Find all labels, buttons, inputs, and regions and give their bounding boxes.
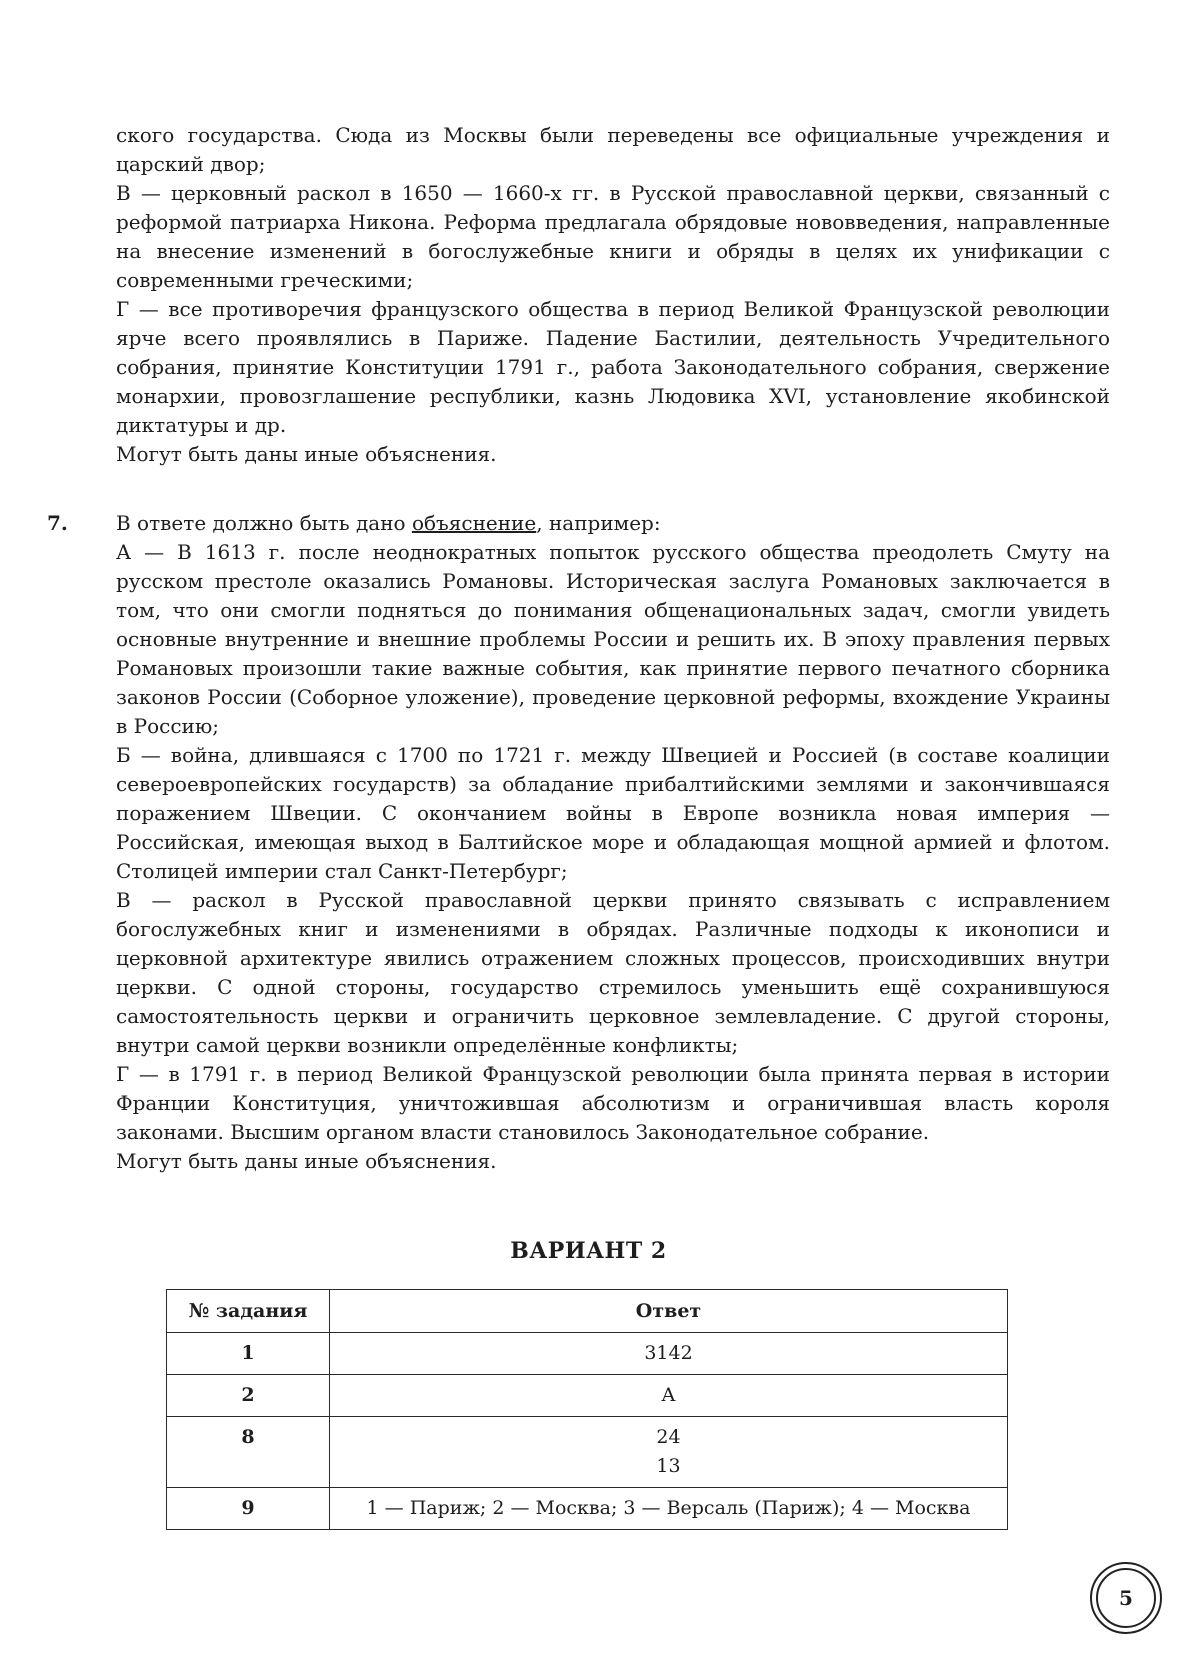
intro-text [116, 121, 1110, 469]
answer-cell: А [330, 1375, 1008, 1417]
question-number: 7. [47, 511, 68, 535]
page-number: 5 [1096, 1568, 1156, 1628]
task-number: 8 [167, 1417, 330, 1488]
answer-cell [330, 1417, 1008, 1488]
intro-paragraph: Г — все противоречия французского общества в период Великой Французской революции ярче всего проявлялись в Париже. Падение Бастилии, деятельность Учредительного собрания, принятие Конституции 1791 г., работа Законодательного собрания, свержение монархии, провозглашение республики, казнь Людовика XVI, установление якобинской диктатуры и др. [116, 297, 1110, 437]
table-header-row [167, 1290, 1008, 1333]
answer-paragraph-a: А — В 1613 г. после неоднократных попыток русского общества преодолеть Смуту на русском престоле оказались Романовы. Историческая заслуга Романовых заключается в том, что они смогли подняться до понимания общенациональных задач, смогли увидеть основные внутренние и внешние проблемы России и решить их. В эпоху правления первых Романовых произошли такие важные события, как принятие первого печатного сборника законов России (Соборное уложение), проведение церковной реформы, вхождение Украины в Россию; [116, 540, 1110, 738]
task-number: 2 [167, 1375, 330, 1417]
question-lead [116, 509, 1110, 538]
table-row [167, 1417, 1008, 1488]
answer-note: Могут быть даны иные объяснения. [116, 1149, 497, 1173]
answers-table [166, 1289, 1008, 1530]
page-number-badge [1090, 1562, 1162, 1634]
answer-line: 24 [656, 1426, 681, 1448]
task-number: 1 [167, 1333, 330, 1375]
answer-paragraph-v: В — раскол в Русской православной церкви принято связывать с исправлением богослужебных книг и изменениями в обрядах. Различные подходы к иконописи и церковной архитектуре явились отражением сложных процессов, происходивших внутри церкви. С одной стороны, государство стремилось уменьшить ещё сохранившуюся самостоятельность церкви и ограничить церковное землевладение. С другой стороны, внутри самой церкви возникли определённые конфликты; [116, 888, 1110, 1057]
answer-cell: 3142 [330, 1333, 1008, 1375]
variant-title: ВАРИАНТ 2 [510, 1238, 667, 1264]
header-task-number: № задания [167, 1290, 330, 1333]
table-row [167, 1488, 1008, 1530]
answer-paragraph-b: Б — война, длившаяся с 1700 по 1721 г. между Швецией и Россией (в составе коалиции североевропейских государств) за обладание прибалтийскими землями и закончившаяся поражением Швеции. С окончанием войны в Европе возникла новая империя — Российская, имеющая выход в Балтийское море и обладающая мощной армией и флотом. Столицей империи стал Санкт-Петербург; [116, 743, 1110, 883]
lead-underlined-word: объяснение [411, 511, 537, 535]
lead-text-end: , например: [536, 511, 661, 535]
table-row [167, 1333, 1008, 1375]
intro-paragraph: В — церковный раскол в 1650 — 1660-х гг. в Русской православной церкви, связанный с реформой патриарха Никона. Реформа предлагала обрядовые нововведения, направленные на внесение изменений в богослужебные книги и обряды в целях их унификации с современными греческими; [116, 181, 1110, 292]
task-number: 9 [167, 1488, 330, 1530]
table-row [167, 1375, 1008, 1417]
intro-paragraph: Могут быть даны иные объяснения. [116, 442, 497, 466]
answer-line: 13 [656, 1455, 681, 1477]
answer-cell: 1 — Париж; 2 — Москва; 3 — Версаль (Париж); 4 — Москва [330, 1488, 1008, 1530]
question-7-answer [116, 509, 1110, 1176]
answer-paragraph-g: Г — в 1791 г. в период Великой Французской революции была принята первая в истории Франции Конституция, уничтожившая абсолютизм и ограничившая власть короля законами. Высшим органом власти становилось Законодательное собрание. [116, 1062, 1110, 1144]
lead-text: В ответе должно быть дано [116, 511, 412, 535]
intro-paragraph: ского государства. Сюда из Москвы были переведены все официальные учреждения и царский двор; [116, 123, 1110, 176]
header-answer: Ответ [330, 1290, 1008, 1333]
